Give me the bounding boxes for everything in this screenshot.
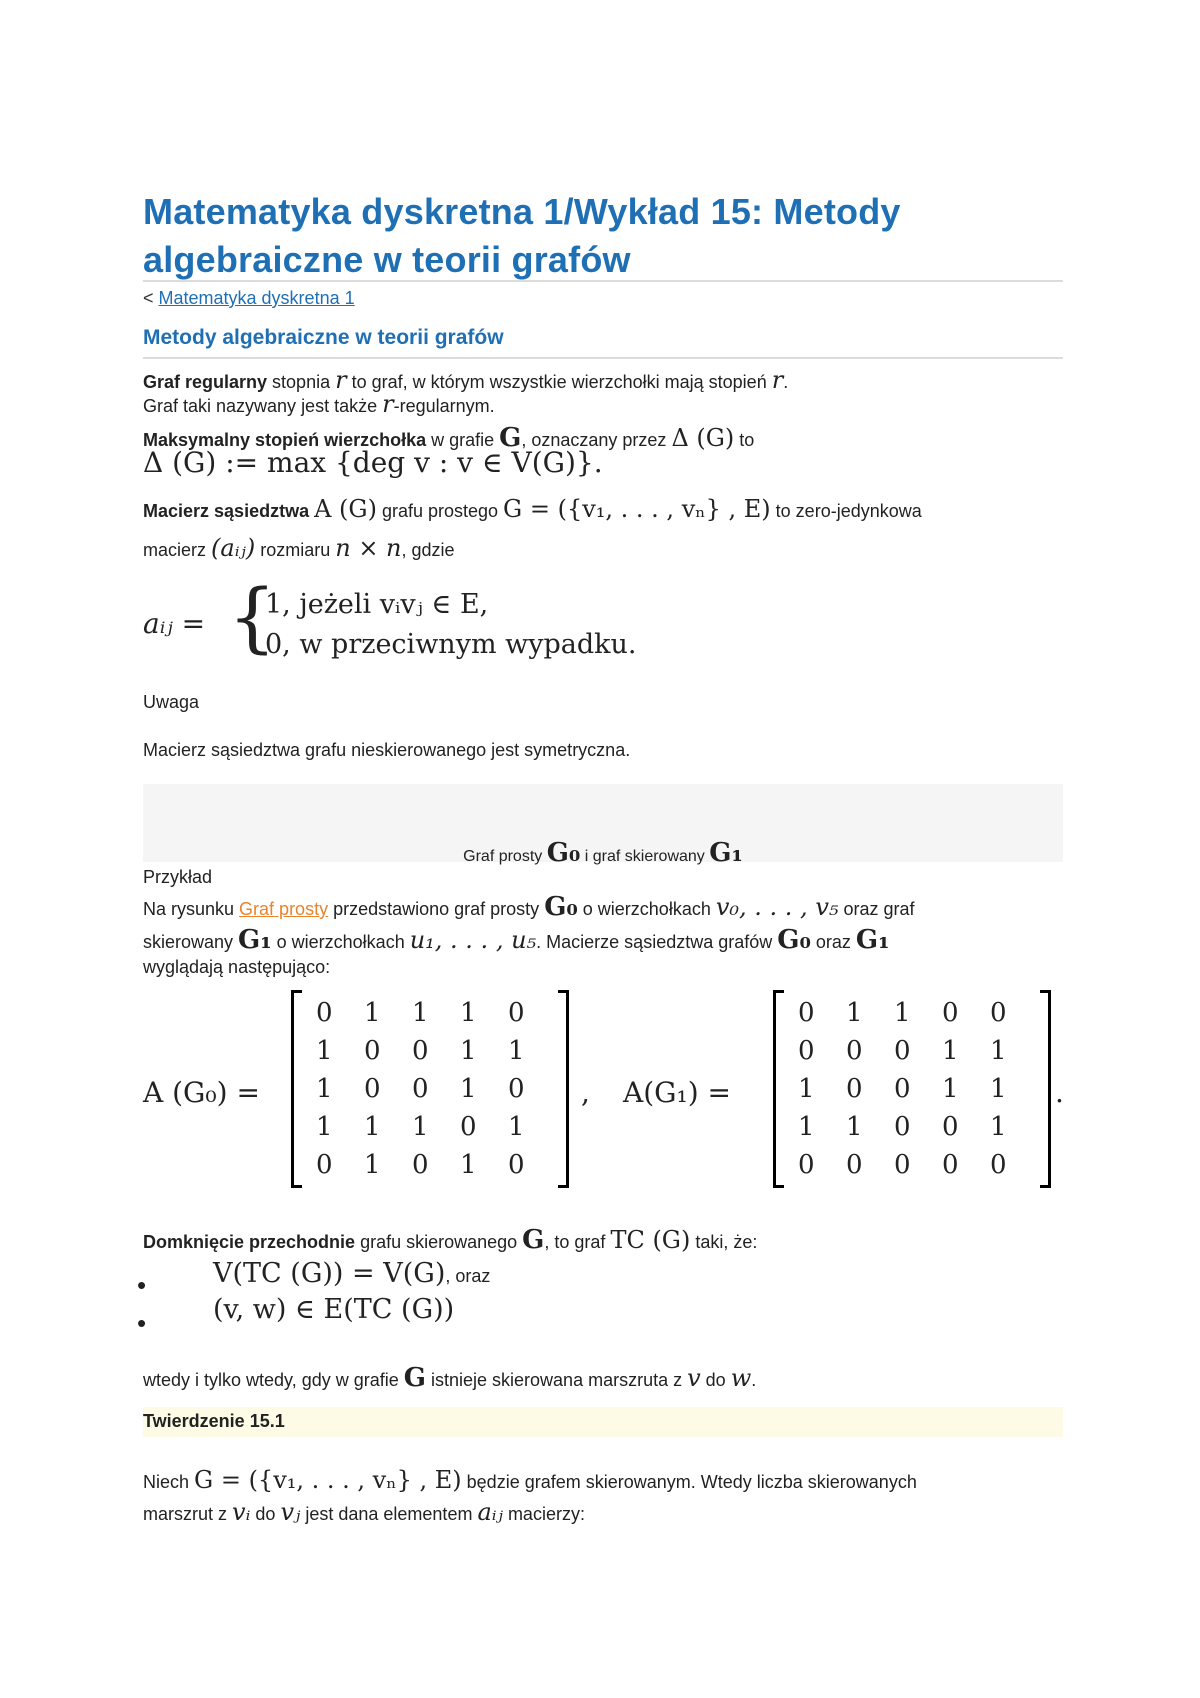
math-G1: G₁	[709, 838, 743, 868]
bracket-tick	[294, 990, 302, 993]
matrix-A-G0	[291, 990, 569, 1188]
matrix-cell: 0	[894, 1112, 911, 1142]
matrix-cell: 1	[460, 1074, 477, 1104]
bracket-tick	[776, 1185, 784, 1188]
text: istnieje skierowana marszruta z	[426, 1370, 688, 1390]
matrix-cell: 0	[508, 1074, 525, 1104]
matrix-cell: 1	[798, 1074, 815, 1104]
matrix-cell: 0	[508, 1150, 525, 1180]
bracket-tick	[1040, 990, 1048, 993]
math-G1: G₁	[238, 925, 272, 955]
math-G0: G₀	[544, 892, 578, 922]
example-label: Przykład	[143, 867, 213, 887]
closure-condition	[143, 1363, 757, 1393]
matrix-cell: 1	[460, 1150, 477, 1180]
matrix-cell: 0	[364, 1074, 381, 1104]
theorem-label: Twierdzenie 15.1	[143, 1411, 285, 1431]
text: , oraz	[445, 1266, 491, 1286]
matrix-cell: 1	[798, 1112, 815, 1142]
math-G: G	[499, 423, 522, 453]
text: to	[734, 430, 755, 450]
math-aij: (aᵢⱼ)	[211, 534, 256, 562]
bracket-tick	[776, 990, 784, 993]
closure-item-2	[213, 1294, 455, 1325]
math-w: w	[730, 1364, 752, 1392]
math-v-range: v₀, . . . , v₅	[715, 893, 839, 921]
term-max-degree: Maksymalny stopień wierzchołka	[143, 430, 427, 450]
matrix-cell: 1	[316, 1074, 333, 1104]
matrix-cell: 0	[798, 998, 815, 1028]
math-aij: aᵢⱼ	[477, 1498, 503, 1526]
matrix-cell: 0	[412, 1036, 429, 1066]
matrix-cell: 0	[942, 1150, 959, 1180]
term-transitive-closure: Domknięcie przechodnie	[143, 1232, 356, 1252]
matrix-cell: 1	[508, 1036, 525, 1066]
math-vj: vⱼ	[280, 1498, 301, 1526]
math-vertex-equality: V(TC (G)) = V(G)	[213, 1258, 446, 1289]
math-r: r	[771, 366, 784, 394]
text: i graf skierowany	[580, 848, 710, 865]
text: Graf taki nazywany jest także	[143, 396, 383, 416]
breadcrumb-prefix: <	[143, 288, 159, 308]
theorem-line1	[143, 1468, 917, 1494]
text: -regularnym.	[393, 396, 495, 416]
case-1: 1, jeżeli vᵢvⱼ ∈ E,	[265, 589, 489, 620]
text: , oznaczany przez	[521, 430, 672, 450]
matrix-cell: 0	[316, 1150, 333, 1180]
term-regular-graph: Graf regularny	[143, 372, 268, 392]
text: , to graf	[544, 1232, 611, 1252]
text: do	[250, 1504, 281, 1524]
matrix-cell: 1	[412, 998, 429, 1028]
matrix-cell: 1	[508, 1112, 525, 1142]
example-line1	[143, 892, 915, 922]
math-G: G	[522, 1225, 545, 1255]
bracket-tick	[294, 1185, 302, 1188]
section-divider	[143, 357, 1063, 359]
adjacency-cases-formula	[143, 572, 743, 665]
text: oraz	[810, 932, 856, 952]
math-edge-membership: (v, w) ∈ E(TC (G))	[213, 1294, 455, 1325]
text: taki, że:	[690, 1232, 758, 1252]
matrix-cell: 1	[412, 1112, 429, 1142]
text: grafu skierowanego	[355, 1232, 523, 1252]
text: skierowany	[143, 932, 239, 952]
bullet-1: •	[137, 1270, 147, 1300]
matrix-cell: 1	[942, 1074, 959, 1104]
bracket-tick	[558, 1185, 566, 1188]
text: .	[751, 1370, 757, 1390]
text: wtedy i tylko wtedy, gdy w grafie	[143, 1370, 404, 1390]
text: to graf, w którym wszystkie wierzchołki mają stopień	[346, 372, 772, 392]
matrix-cell: 0	[942, 1112, 959, 1142]
math-TC-G: TC (G)	[610, 1226, 691, 1254]
matrix-cell: 1	[460, 1036, 477, 1066]
text: . Macierze sąsiedztwa grafów	[536, 932, 778, 952]
left-brace: {	[228, 572, 277, 661]
closure-definition	[143, 1225, 758, 1255]
matrix-cell: 1	[364, 1112, 381, 1142]
text: oraz graf	[838, 899, 915, 919]
math-G0: G₀	[546, 838, 581, 868]
note-text: Macierz sąsiedztwa grafu nieskierowanego jest symetryczna.	[143, 740, 631, 760]
adjacency-definition	[143, 497, 922, 523]
text: rozmiaru	[255, 540, 336, 560]
text: o wierzchołkach	[577, 899, 716, 919]
math-vi: vᵢ	[232, 1498, 251, 1526]
math-delta-G: Δ (G)	[671, 424, 735, 452]
matrix-cell: 0	[508, 998, 525, 1028]
case-2: 0, w przeciwnym wypadku.	[265, 629, 637, 660]
matrix-cell: 1	[364, 1150, 381, 1180]
closure-item-1	[213, 1258, 491, 1289]
math-u-range: u₁, . . . , u₅	[409, 926, 537, 954]
math-A-G: A (G)	[314, 495, 377, 523]
math-G-def: G = ({v₁, . . . , vₙ} , E)	[194, 1466, 462, 1494]
matrix-A-G1-label: A(G₁) =	[623, 1076, 732, 1109]
matrix-cell: 0	[412, 1074, 429, 1104]
text: macierz	[143, 540, 212, 560]
matrix-cell: 1	[846, 998, 863, 1028]
matrix-cell: 1	[990, 1074, 1007, 1104]
text: to zero-jedynkowa	[770, 501, 922, 521]
matrix-cell: 1	[364, 998, 381, 1028]
matrix-end-period: .	[1055, 1076, 1064, 1109]
note-label: Uwaga	[143, 692, 200, 712]
matrix-cell: 1	[316, 1112, 333, 1142]
math-r: r	[335, 366, 347, 394]
matrix-separator: ,	[581, 1076, 590, 1109]
text: marszrut z	[143, 1504, 233, 1524]
cases-lhs: aᵢⱼ =	[143, 607, 206, 640]
theorem-line2	[143, 1500, 585, 1526]
text: do	[700, 1370, 731, 1390]
regular-graph-line2	[143, 392, 495, 418]
breadcrumb-link[interactable]: Matematyka dyskretna 1	[158, 288, 355, 308]
matrix-cell: 1	[846, 1112, 863, 1142]
math-G-def: G = ({v₁, . . . , vₙ} , E)	[503, 495, 771, 523]
matrix-cell: 1	[460, 998, 477, 1028]
matrix-cell: 1	[990, 1112, 1007, 1142]
matrix-A-G0-label: A (G₀) =	[143, 1076, 260, 1109]
text: w grafie	[426, 430, 500, 450]
text: o wierzchołkach	[271, 932, 410, 952]
matrix-cell: 0	[942, 998, 959, 1028]
math-G1: G₁	[855, 925, 890, 955]
matrix-cell: 0	[894, 1074, 911, 1104]
matrix-cell: 0	[846, 1036, 863, 1066]
text: Graf prosty	[463, 848, 547, 865]
page-title: Matematyka dyskretna 1/Wykład 15: Metody algebraiczne w teorii grafów	[143, 191, 901, 280]
math-r: r	[382, 390, 394, 418]
title-divider	[143, 280, 1063, 282]
matrix-cell: 0	[894, 1150, 911, 1180]
matrix-cell: 0	[798, 1150, 815, 1180]
math-G: G	[403, 1363, 426, 1393]
matrix-cell: 1	[942, 1036, 959, 1066]
matrix-cell: 0	[894, 1036, 911, 1066]
text: macierzy:	[502, 1504, 585, 1524]
matrix-cell: 0	[990, 998, 1007, 1028]
matrix-cell: 0	[316, 998, 333, 1028]
breadcrumb	[143, 288, 355, 309]
bracket-tick	[1040, 1185, 1048, 1188]
text: przedstawiono graf prosty	[328, 899, 545, 919]
bracket-tick	[558, 990, 566, 993]
max-degree-formula: Δ (G) := max {deg v : v ∈ V(G)}.	[143, 446, 603, 479]
adjacency-line2	[143, 536, 455, 562]
matrix-cell: 1	[316, 1036, 333, 1066]
matrix-cell: 0	[846, 1150, 863, 1180]
math-G0: G₀	[777, 925, 811, 955]
text: stopnia	[267, 372, 336, 392]
math-v: v	[687, 1364, 701, 1392]
text: Niech	[143, 1472, 195, 1492]
text: , gdzie	[401, 540, 455, 560]
example-line3: wyglądają następująco:	[143, 957, 331, 977]
theorem-header	[143, 1407, 1063, 1437]
matrix-cell: 0	[798, 1036, 815, 1066]
section-heading: Metody algebraiczne w teorii grafów	[143, 326, 504, 349]
graf-prosty-link[interactable]: Graf prosty	[239, 899, 329, 919]
adjacency-matrices	[143, 990, 1083, 1190]
math-n-by-n: n × n	[335, 534, 402, 562]
matrix-cell: 0	[846, 1074, 863, 1104]
matrix-cell: 0	[412, 1150, 429, 1180]
matrix-cell: 0	[364, 1036, 381, 1066]
matrix-A-G1	[773, 990, 1051, 1188]
matrix-cell: 0	[460, 1112, 477, 1142]
bullet-2: •	[137, 1308, 147, 1338]
matrix-cell: 1	[990, 1036, 1007, 1066]
text: grafu prostego	[376, 501, 504, 521]
term-adjacency-matrix: Macierz sąsiedztwa	[143, 501, 310, 521]
example-line2	[143, 925, 890, 955]
text: .	[783, 372, 789, 392]
matrix-cell: 1	[894, 998, 911, 1028]
text: Na rysunku	[143, 899, 240, 919]
text: jest dana elementem	[300, 1504, 478, 1524]
figure-caption	[143, 838, 1063, 868]
regular-graph-definition	[143, 368, 788, 394]
matrix-cell: 0	[990, 1150, 1007, 1180]
text: będzie grafem skierowanym. Wtedy liczba skierowanych	[461, 1472, 917, 1492]
